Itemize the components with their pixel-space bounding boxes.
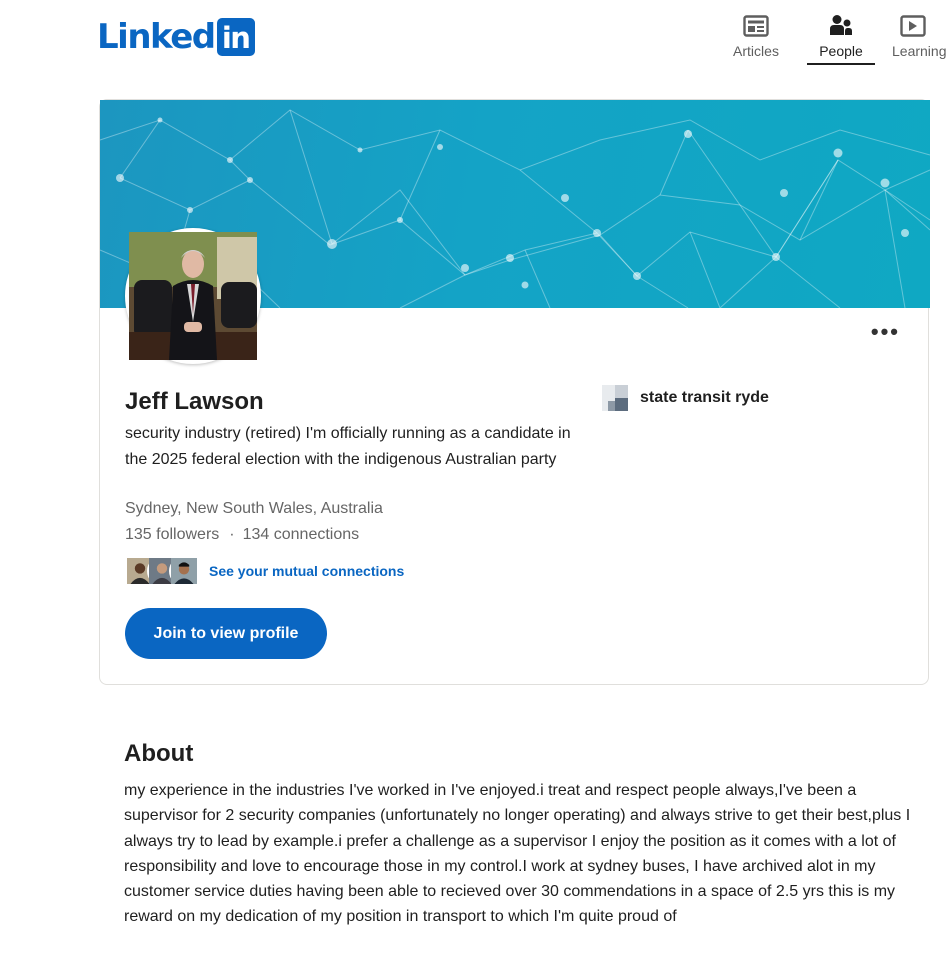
top-nav <box>722 12 947 65</box>
linkedin-logo[interactable] <box>97 17 255 57</box>
company-name: state transit ryde <box>640 389 769 406</box>
profile-name: Jeff Lawson <box>125 388 264 415</box>
logo-text: Linked <box>97 17 215 57</box>
current-company[interactable] <box>602 385 769 411</box>
nav-label-learning: Learning <box>892 43 947 59</box>
about-text: my experience in the industries I've worked in I've enjoyed.i treat and respect people always,I've been a supervisor for 2 security companies (unfortunately no longer operating) and always strive to get their best,plus I always try to lead by example.i prefer a challenge as a supervisor I enjoy the position as it comes with a lot of responsibility and love to encourage those in my control.I work at sydney buses, I have archived alot in my customer service duties having been able to recieved over 30 commendations in a space of 2.5 yrs this is my reward on my dedication of my position in transport to which I'm quite proud of <box>124 782 911 926</box>
stats-separator: · <box>229 526 235 543</box>
more-options-button[interactable]: ••• <box>870 319 900 344</box>
connections-count: 134 connections <box>242 526 360 543</box>
nav-label-people: People <box>819 43 863 59</box>
mutual-connections[interactable] <box>125 556 404 586</box>
learning-icon <box>892 12 932 40</box>
join-to-view-profile-button[interactable]: Join to view profile <box>125 608 327 659</box>
mutual-avatars <box>125 556 191 586</box>
profile-headline: security industry (retired) I'm officially running as a candidate in the 2025 federal election with the indigenous Australian party <box>125 425 571 468</box>
nav-item-people[interactable] <box>807 12 875 65</box>
about-heading: About <box>124 740 194 767</box>
nav-label-articles: Articles <box>733 43 779 59</box>
company-logo-icon <box>602 385 628 411</box>
profile-location: Sydney, New South Wales, Australia <box>125 500 383 517</box>
articles-icon <box>722 12 790 40</box>
people-icon <box>807 12 875 40</box>
mutual-avatar <box>169 556 199 586</box>
profile-stats <box>125 524 359 546</box>
nav-item-articles[interactable] <box>722 12 790 65</box>
nav-item-learning[interactable] <box>892 12 947 65</box>
logo-badge: in <box>217 18 255 56</box>
profile-card <box>99 99 929 685</box>
followers-count: 135 followers <box>125 526 220 543</box>
mutual-connections-link[interactable]: See your mutual connections <box>209 563 405 579</box>
profile-avatar <box>125 228 261 364</box>
